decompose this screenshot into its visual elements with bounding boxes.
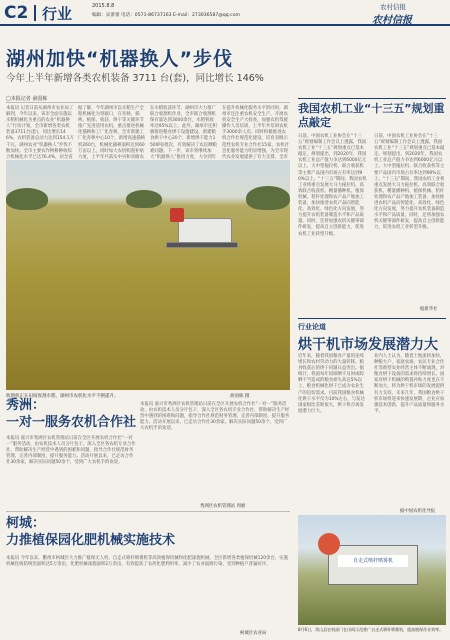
driver-cab: [170, 208, 184, 222]
photo-credit: 俞国栋 摄: [230, 394, 250, 399]
harvester-photo: [6, 160, 290, 390]
harvester-track: [166, 242, 238, 248]
feature-headline: 烘干机市场发展潜力大: [298, 337, 438, 353]
section-code: C2: [4, 3, 29, 23]
issue-date: 2015.8.8: [92, 3, 115, 9]
side-headline: 我国农机工业“十三五”规划重点敲定: [298, 102, 445, 129]
lead-col-4: 在提升机械化服务水平的同时，湖州市还注重农机安全生产，开展农机安全生产大检查，加强农机驾驶操作人员培训，上半年共培训农机手3000余人次。同时积极推进农机合作社规范化建设，培育省级示范性农机专业合作社15家，农机社会化服务能力明显增强，为全市现代农业发展提供了有力支撑，全市: [222, 106, 290, 160]
story4-credit: 柯城区农业局: [240, 631, 267, 636]
story3-body-cont: 本报讯 嘉兴市秀洲区农机管理站日前在全区开展农机合作社“一对一”服务活动，由农机技术人员分片包干，深入全区各农机专业合作社，帮助解决生产经营中遇到的困难和问题，指导合作社规范财务管理、完善内部制度、提升服务能力。活动开展以来，已走访合作社30余家，解决实际问题50余个，受到广大农机手的欢迎。: [6, 436, 136, 466]
lead-headline: 湖州加快“机器换人”步伐: [6, 48, 233, 70]
story3-headline: 秀洲： 一对一服务农机合作社: [6, 398, 137, 430]
story4-headline: 柯城： 力推植保园化肥机械实施技术: [6, 516, 176, 548]
tree-shape: [6, 188, 48, 210]
side-col-2: 日前，中国农机工业协会在“十三五”规划编制工作会议上透露，我国农机工业“十三五”规划重点已基本敲定。规划提出，到2020年，我国农机工业总产值力争达到6000亿元以上，大中型拖拉机、联合收获机等主要产品国内市场占有率达到90%以上。“十三五”期间，我国农机工业将重点发展大马力拖拉机、高效联合收获机、精量播种机、植保机械、秸秆处理和农产品产地加工装备，加快推进农机产品向智能化、高效化、绿色化方向发展，努力提升农机装备制造水平和产品质量。同时，还将加强农机关键零部件研发，提高自主创新能力，促进农机工业转型升级。: [374, 134, 445, 231]
sprayer-tank: [318, 533, 340, 555]
lead-byline: □本报记者 俞国栋: [6, 96, 48, 102]
masthead: [0, 0, 450, 26]
section-name: 行业: [42, 5, 73, 23]
lead-col-2: 据了解，今年湖州市以水稻生产全程机械化为突破口，在育秧、插秧、植保、收获、烘干等关键环节推广先进适用农机，重点推进机械化插秧和工厂化育秧，全市新建工厂化育秧中心10个，新增高速插秧机260台，机械化插秧面积达到60万亩以上。同时加大农机购置补贴力度，上半年共落实中央和省级农: [78, 106, 146, 160]
lead-col-3: 在水稻收获环节，湖州市大力推广联合收割机作业，全市联合收割机保有量达到3000余台，水稻机收率达95%以上。此外，湖州市还积极推进粮食烘干设施建设，新建粮食烘干中心20个，新增烘干能力1500吨/批次，有效解决了农民晒粮难问题。下一步，该市将继续加大“机器换人”推进力度，力争到年: [150, 106, 217, 160]
tree-shape: [126, 190, 162, 208]
side-credit: 据新华社: [420, 307, 438, 312]
tree-shape: [246, 186, 290, 210]
lead-col-1: 本报讯 记者日前从湖州市农业局了解到，今年以来，该市全面实施以水稻机械化为重点的农业“机器换人”行动计划，全市新增各类农机装备3711台(套)，同比增长146%，农机装备总动力达到154.1万千瓦，湖州农业“机器换人”步伐不断加快。全市主要农作物耕种收综合机械化水平已达76.4%，居全省: [6, 106, 74, 160]
section-divider: [34, 5, 36, 21]
feature-col-2: 业内人士认为，随着土地流转加快，种粮大户、家庭农场、农民专业合作社等新型农业经营主体不断涌现，对粮食烘干设备的需求将持续增长。国家对烘干机械的购置补贴力度也在不断加大，将为烘干机市场的发展提供有力支持。未来几年，我国粮食烘干机市场将迎来快速发展期，企业应加强技术创新，提升产品质量和服务水平。: [374, 354, 445, 414]
feature-kicker: 行业论道: [298, 323, 326, 331]
sprayer-photo: [298, 515, 446, 625]
lead-subhead: 今年上半年新增各类农机装备 3711 台(套)，同比增长 146%: [6, 73, 264, 84]
side-col-1: 日前，中国农机工业协会在“十三五”规划编制工作会议上透露，我国农机工业“十三五”规划重点已基本敲定。规划提出，到2020年，我国农机工业总产值力争达到6000亿元以上，大中型拖拉机、联合收获机等主要产品国内市场占有率达到90%以上。“十三五”期间，我国农机工业将重点发展大马力拖拉机、高效联合收获机、精量播种机、植保机械、秸秆处理和农产品产地加工装备，加快推进农机产品向智能化、高效化、绿色化方向发展，努力提升农机装备制造水平和产品质量。同时，还将加强农机关键零部件研发，提高自主创新能力，促进农机工业转型升级。: [298, 134, 367, 237]
editor-contact: 编辑：宋蕾蕾 电话：0571-86737163 E-mail：273036587@qq.com: [92, 13, 240, 18]
photo-caption: 收割机正在田间收割水稻，湖州市农机化水平不断提升。: [6, 394, 119, 399]
sprayer-sign: 自走式喷杆喷雾机: [338, 555, 408, 567]
sprayer-caption: 8月6日，常山县农机部门在田间示范推广自走式喷杆喷雾机，提高植保作业效率。: [298, 627, 444, 632]
side-rule: [298, 98, 446, 99]
paper-logo: 农村信报: [372, 15, 412, 26]
story3-credit: 秀洲区农机管理站 周丽: [200, 504, 246, 509]
feature-credit: 据中国农机化导报: [400, 509, 436, 514]
feature-col-1: 近年来，随着我国粮食产量的连续增长和农村劳动力的大量转移，粮食收获后的烘干问题日益突出。据统计，我国每年因晾晒不及时或晾晒不当造成的粮食损失高达5%以上，粮食机械化烘干已成为农业生产的迫切需求。目前我国粮食机械化烘干水平仅为10%左右，与发达国家相比差距很大，烘干机市场发展潜力巨大。: [298, 354, 365, 414]
story4-body: 本报讯 今年以来，衢州市柯城区大力推广植保无人机、自走式喷杆喷雾机等高效植保机械和化肥深施机械，全区新增各类植保机械120余台，实施机械化统防统治面积达5万余亩，化肥机械深施面积2万余亩，有效提高了农药化肥利用率，减少了农业面源污染，受到种植户普遍好评。: [6, 556, 289, 568]
story4-rule: [6, 511, 290, 512]
paper-name: 农村信报: [380, 3, 406, 11]
lead-rule: [6, 102, 290, 103]
story3-body: 本报讯 嘉兴市秀洲区农机管理站日前在全区开展农机合作社“一对一”服务活动，由农机技术人员分片包干，深入全区各农机专业合作社，帮助解决生产经营中遇到的困难和问题，指导合作社规范财务管理、完善内部制度、提升服务能力。活动开展以来，已走访合作社30余家，解决实际问题50余个，受到广大农机手的欢迎。: [140, 402, 290, 432]
feature-rule: [298, 318, 446, 319]
